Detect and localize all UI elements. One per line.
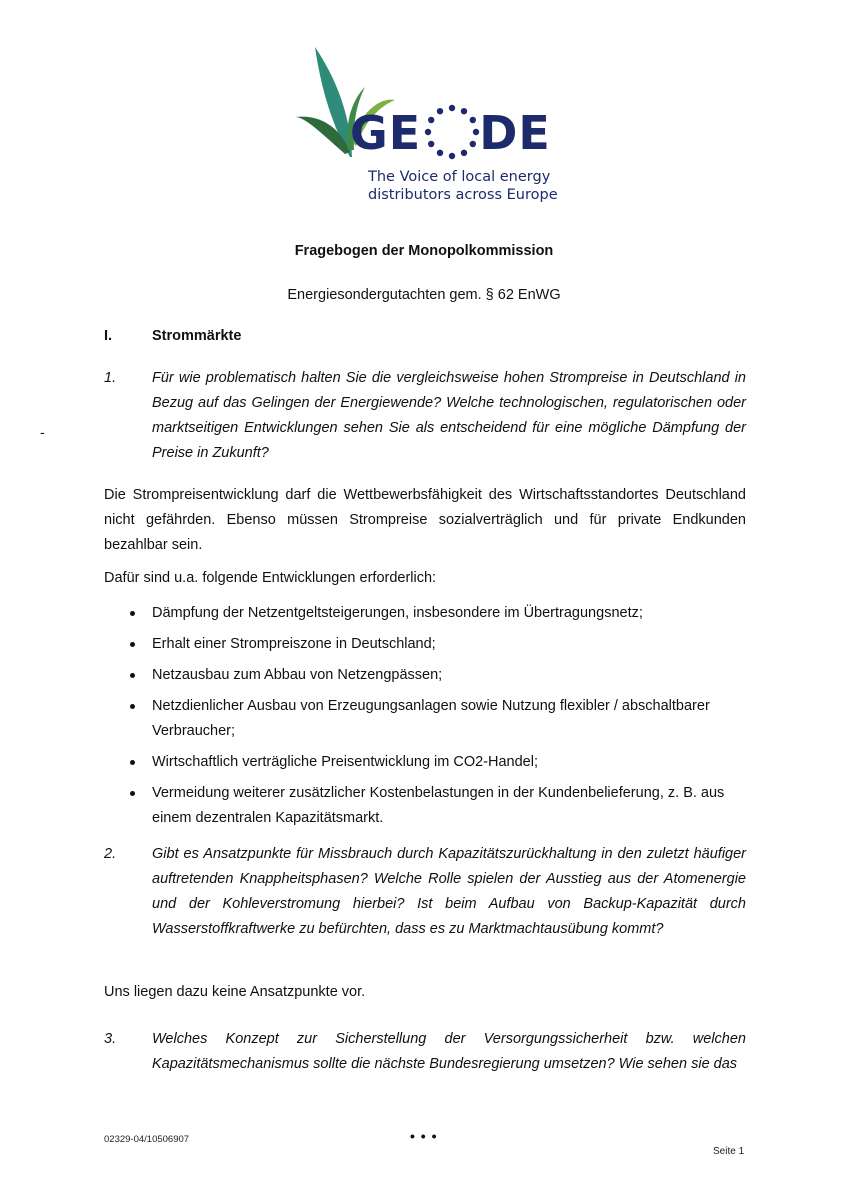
footer-document-id: 02329-04/10506907 xyxy=(104,1134,190,1145)
bullet-item xyxy=(104,601,746,626)
bullet-item xyxy=(104,750,746,775)
answer-1-paragraph-2: Dafür sind u.a. folgende Entwicklungen erforderlich: xyxy=(104,570,437,586)
bullet-icon xyxy=(130,611,135,616)
bullet-item xyxy=(104,781,746,831)
bullet-item xyxy=(104,694,746,744)
bullet-text: Wirtschaftlich verträgliche Preisentwicklung im CO2-Handel; xyxy=(152,754,538,770)
answer-1-bullet-list xyxy=(104,601,746,837)
bullet-text: Erhalt einer Strompreiszone in Deutschland; xyxy=(152,636,436,652)
section-title: Strommärkte xyxy=(152,328,242,344)
bullet-icon xyxy=(130,673,135,678)
bullet-icon xyxy=(130,791,135,796)
footer-dots: • • • xyxy=(410,1128,438,1144)
geode-logo xyxy=(290,42,560,207)
logo-tagline xyxy=(368,168,568,204)
bullet-icon xyxy=(130,704,135,709)
question-1-number: 1. xyxy=(104,370,117,386)
bullet-item xyxy=(104,663,746,688)
footer-page-number: Seite 1 xyxy=(713,1146,745,1157)
bullet-item xyxy=(104,632,746,657)
bullet-text: Netzausbau zum Abbau von Netzengpässen; xyxy=(152,667,443,683)
question-1-text: Für wie problematisch halten Sie die vergleichsweise hohen Strompreise in Deutschland in Bezug auf das Gelingen der Energiewende? Welche technologischen, regulatorischen oder marktseitigen Entwicklungen sehen Sie als entscheidend für eine mögliche Dämpfung der Preise in Zukunft? xyxy=(152,370,746,461)
question-2-text: Gibt es Ansatzpunkte für Missbrauch durch Kapazitätszurückhaltung in den zuletzt häufiger auftretenden Knappheitsphasen? Welche Rolle spielen der Ausstieg aus der Atomenergie und der Kohleverstromung hierbei? Ist beim Aufbau von Backup-Kapazität durch Wasserstoffkraftwerke zu befürchten, dass es zu Marktmachtausübung kommt? xyxy=(152,846,746,937)
bullet-icon xyxy=(130,760,135,765)
logo-tagline-line2: distributors across Europe xyxy=(368,187,558,203)
document-title: Fragebogen der Monopolkommission xyxy=(294,243,554,259)
document-subtitle: Energiesondergutachten gem. § 62 EnWG xyxy=(287,287,561,303)
question-2-number: 2. xyxy=(104,846,117,862)
answer-1-paragraph-1: Die Strompreisentwicklung darf die Wettbewerbsfähigkeit des Wirtschaftsstandortes Deutschland nicht gefährden. Ebenso müssen Strompreise sozialverträglich und für private Endkunden bezahlbar sein. xyxy=(104,487,746,553)
logo-wordmark: GE DE xyxy=(350,106,551,160)
question-3-number: 3. xyxy=(104,1031,117,1047)
logo-tagline-line1: The Voice of local energy xyxy=(368,169,551,185)
bullet-text: Dämpfung der Netzentgeltsteigerungen, insbesondere im Übertragungsnetz; xyxy=(152,605,643,621)
question-3-text: Welches Konzept zur Sicherstellung der Versorgungssicherheit bzw. welchen Kapazitätsmechanismus sollte die nächste Bundesregierung umsetzen? Wie sehen sie das xyxy=(152,1031,746,1072)
section-number: I. xyxy=(104,328,113,344)
bullet-icon xyxy=(130,642,135,647)
answer-2-paragraph: Uns liegen dazu keine Ansatzpunkte vor. xyxy=(104,984,366,1000)
bullet-text: Netzdienlicher Ausbau von Erzeugungsanlagen sowie Nutzung flexibler / abschaltbarer Verbraucher; xyxy=(152,698,710,739)
bullet-text: Vermeidung weiterer zusätzlicher Kostenbelastungen in der Kundenbelieferung, z. B. aus einem dezentralen Kapazitätsmarkt. xyxy=(152,785,725,826)
margin-mark: - xyxy=(40,424,45,440)
